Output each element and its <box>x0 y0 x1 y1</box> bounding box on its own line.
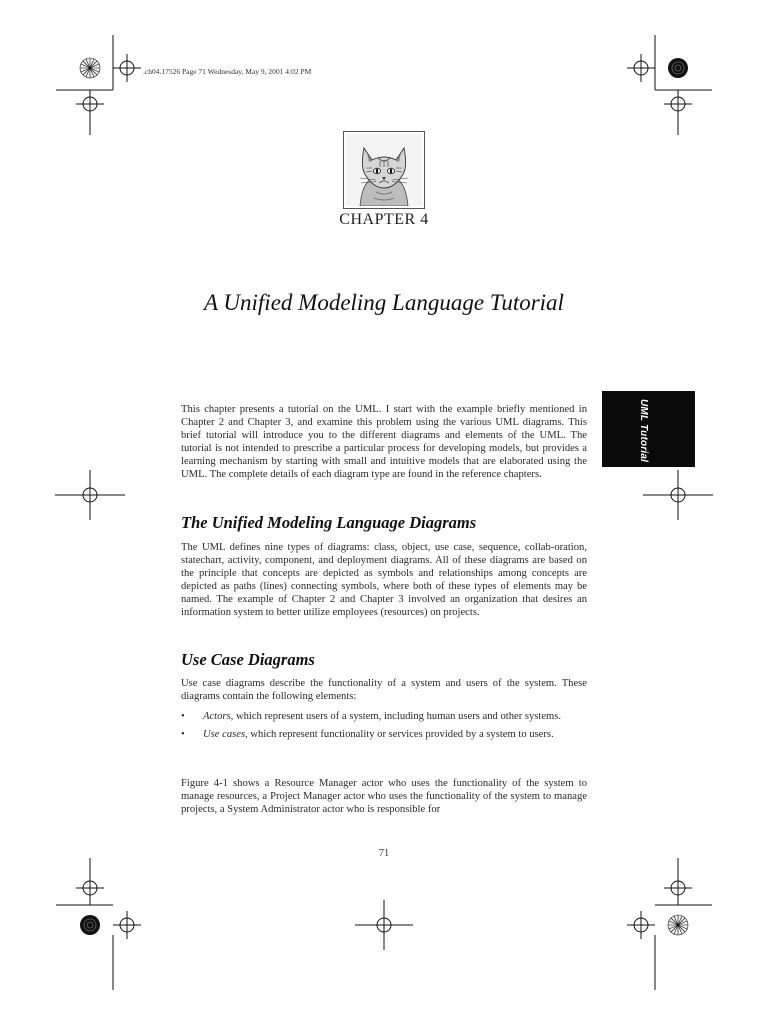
chapter-title: A Unified Modeling Language Tutorial <box>204 290 564 315</box>
element-list <box>181 711 587 747</box>
print-slug: .ch04.17526 Page 71 Wednesday, May 9, 2001 4:02 PM <box>143 67 312 76</box>
use-case-paragraph: Use case diagrams describe the functionality of a system and users of the system. These diagrams contain the following elements: <box>181 678 587 702</box>
page-number: 71 <box>378 848 390 859</box>
cat-illustration <box>343 131 425 209</box>
figure-reference-paragraph: Figure 4-1 shows a Resource Manager actor who uses the functionality of the system to manage resources, a Project Manager actor who uses the functionality of the system to manage projects, a System Administrator actor who is responsible for <box>181 778 587 815</box>
side-tab-label: UML Tutorial <box>638 399 649 463</box>
section-heading-uml-diagrams: The Unified Modeling Language Diagrams <box>181 513 477 532</box>
section-heading-use-case: Use Case Diagrams <box>181 650 315 669</box>
side-thumb-tab <box>602 391 695 467</box>
list-item: • Actors, which represent users of a system, including human users and other systems. <box>181 711 562 722</box>
cat-icon <box>346 134 422 206</box>
intro-paragraph: This chapter presents a tutorial on the UML. I start with the example briefly mentioned in Chapter 2 and Chapter 3, and examine this problem using the various UML diagrams. This brief tutorial will introduce you to the different diagrams and elements of the UML. The tutorial is not intended to prescribe a particular process for developing models, but provides a learning mechanism by starting with small and intuitive models that are elaborated using the UML. The complete details of each diagram type are found in the reference chapters. <box>181 404 587 480</box>
bullet-icon: • <box>181 711 185 722</box>
bullet-icon: • <box>181 728 185 740</box>
term-use-cases: Use cases <box>203 728 246 740</box>
starburst-target <box>80 58 100 78</box>
list-item: • Use cases, which represent functionality or services provided by a system to users. <box>181 728 554 740</box>
chapter-label: CHAPTER 4 <box>339 211 429 228</box>
term-actors: Actors <box>203 711 231 722</box>
uml-diagrams-paragraph: The UML defines nine types of diagrams: class, object, use case, sequence, collab-oration, statechart, activity, component, and deployment diagrams. All of these diagrams are based on the principle that concepts are depicted as symbols and relationships among concepts are depicted as paths (lines) connecting symbols, where both of these types of elements may be named. The example of Chapter 2 and Chapter 3 involved an organization that desires an information system to better utilize employees (resources) on projects. <box>181 542 587 618</box>
